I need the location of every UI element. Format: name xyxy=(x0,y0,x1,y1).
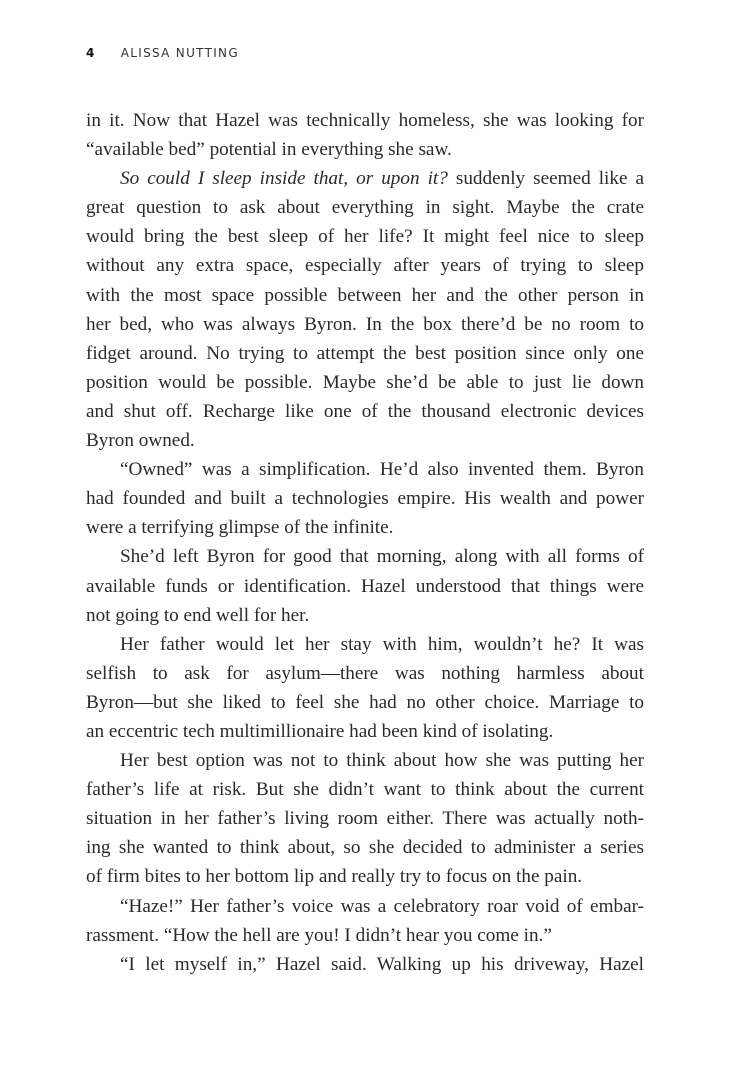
line-text: Byron owned. xyxy=(86,430,195,452)
line-text: an eccentric tech multimillionaire had been kind of isolating. xyxy=(86,720,554,742)
text-line xyxy=(86,222,644,251)
text-line xyxy=(86,746,644,775)
line-text: Her best option was not to think about how she was putting her xyxy=(120,750,644,772)
line-text: Byron—but she liked to feel she had no other choice. Marriage to xyxy=(86,691,644,713)
page-number: 4 xyxy=(86,46,96,60)
text-line xyxy=(86,339,644,368)
text-line xyxy=(86,106,644,135)
text-line xyxy=(86,135,644,164)
running-header xyxy=(86,46,239,60)
text-line xyxy=(86,368,644,397)
text-line xyxy=(86,862,644,891)
text-line xyxy=(86,281,644,310)
line-text: “Haze!” Her father’s voice was a celebratory roar void of embar- xyxy=(120,895,644,917)
line-text: suddenly seemed like a xyxy=(447,168,644,190)
line-text: fidget around. No trying to attempt the best position since only one xyxy=(86,342,644,364)
line-text: father’s life at risk. But she didn’t want to think about the current xyxy=(86,779,644,801)
line-text: had founded and built a technologies empire. His wealth and power xyxy=(86,488,644,510)
line-text: Her father would let her stay with him, wouldn’t he? It was xyxy=(120,633,644,655)
text-line xyxy=(86,542,644,571)
text-line xyxy=(86,804,644,833)
text-line xyxy=(86,513,644,542)
line-text: “Owned” was a simplification. He’d also invented them. Byron xyxy=(120,459,644,481)
line-text: without any extra space, especially after years of trying to sleep xyxy=(86,255,644,277)
line-text: ing she wanted to think about, so she decided to administer a series xyxy=(86,837,644,859)
line-text: available funds or identification. Hazel understood that things were xyxy=(86,575,644,597)
text-line xyxy=(86,251,644,280)
line-text: “I let myself in,” Hazel said. Walking up his driveway, Hazel xyxy=(120,953,644,975)
line-text: would bring the best sleep of her life? It might feel nice to sleep xyxy=(86,226,644,248)
text-line xyxy=(86,630,644,659)
text-line xyxy=(86,717,644,746)
line-text: selfish to ask for asylum—there was nothing harmless about xyxy=(86,662,644,684)
line-text: her bed, who was always Byron. In the box there’d be no room to xyxy=(86,313,644,335)
text-line xyxy=(86,310,644,339)
text-line xyxy=(86,659,644,688)
author-name: ALISSA NUTTING xyxy=(120,46,239,60)
line-text: of firm bites to her bottom lip and really try to focus on the pain. xyxy=(86,866,583,888)
text-line xyxy=(86,455,644,484)
text-line xyxy=(86,193,644,222)
body-text xyxy=(86,106,644,979)
line-text: She’d left Byron for good that morning, along with all forms of xyxy=(120,546,644,568)
text-line xyxy=(86,892,644,921)
text-line xyxy=(86,426,644,455)
text-line xyxy=(86,572,644,601)
text-line xyxy=(86,921,644,950)
line-text: great question to ask about everything in sight. Maybe the crate xyxy=(86,197,644,219)
text-line xyxy=(86,164,644,193)
line-text: and shut off. Recharge like one of the thousand electronic devices xyxy=(86,400,644,422)
line-text: position would be possible. Maybe she’d be able to just lie down xyxy=(86,371,644,393)
text-line xyxy=(86,775,644,804)
text-line xyxy=(86,688,644,717)
line-text: with the most space possible between her and the other person in xyxy=(86,284,644,306)
text-line xyxy=(86,484,644,513)
line-text: were a terrifying glimpse of the infinite. xyxy=(86,517,394,539)
line-text: situation in her father’s living room either. There was actually noth- xyxy=(86,808,644,830)
text-line xyxy=(86,601,644,630)
line-text: in it. Now that Hazel was technically homeless, she was looking for xyxy=(86,110,644,131)
line-text: not going to end well for her. xyxy=(86,604,310,626)
line-text: “available bed” potential in everything she saw. xyxy=(86,139,452,161)
italic-text: So could I sleep inside that, or upon it? xyxy=(120,168,448,190)
line-text: rassment. “How the hell are you! I didn’t hear you come in.” xyxy=(86,924,552,946)
text-line xyxy=(86,950,644,979)
text-line xyxy=(86,833,644,862)
text-line xyxy=(86,397,644,426)
